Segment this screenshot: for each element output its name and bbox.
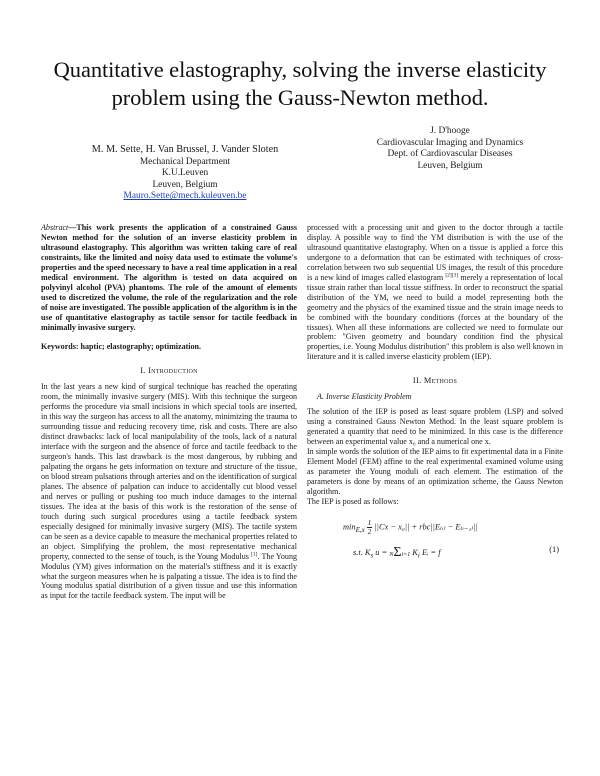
subsection-heading-iep: A. Inverse Elasticity Problem — [317, 392, 412, 402]
section-heading-methods: II. Methods — [412, 376, 458, 386]
intro-cont-part2: merely a representation of local tissue strain rather than local tissue stiffness. In order to reconstruct the spatial distribution of the YM, we need to build a model representing both the geometry and the physics of the examined tissue and the strain image needs to be combined with the boundary conditions (forces at the boundary of the tissues). When all these informations are collected we need to formulate our problem: "Given geometry and boundary condition find the physical properties, i.e. Young Modulus distribution" this problem is also well known in literature and it is called inverse elasticity problem (IEP). — [307, 272, 564, 362]
author-email-link[interactable]: Mauro.Sette@mech.kuleuven.be — [123, 191, 247, 202]
eq-objective-body: ||Cx − x₀|| + rbc||E₍ᵢ₎ − E₍ᵢ₋₁₎|| — [374, 522, 478, 532]
author-name: J. D'hooge — [430, 126, 470, 136]
equation-constraint: s.t. $K_s$ u = NΣi=1 $K_i$ Eᵢ = f — [353, 544, 441, 560]
abstract — [41, 223, 297, 332]
eq-st: s.t. K — [353, 547, 371, 557]
eq-min-sub: E,x — [355, 525, 365, 534]
methods-paragraph-2: In simple words the solution of the IEP aims to fit experimental data in a Finite Element Model (FEM) affine to the real experimental examined volume using as parameter the Young moduli of each element. The estimation of the parameters is done by means of an optimization scheme, the Gauss Newton algorithm. — [307, 447, 563, 496]
eq-k: K — [412, 547, 418, 557]
eq-sum: NΣi=1 — [389, 544, 411, 560]
author-city: Leuven, Belgium — [417, 160, 483, 171]
eq-fraction: $\frac{1}{2}$ — [367, 518, 372, 536]
citation-2-3: [2][3] — [445, 272, 459, 279]
author-city: Leuven, Belgium — [152, 179, 218, 190]
author-names: M. M. Sette, H. Van Brussel, J. Vander Sloten — [91, 144, 279, 155]
eq-constraint-end: Eᵢ = f — [421, 547, 441, 557]
section-heading-introduction: I. Introduction — [140, 366, 198, 376]
citation-1: [1] — [251, 550, 258, 557]
methods-paragraph-3: The IEP is posed as follows: — [307, 496, 399, 506]
intro-cont-part1: processed with a processing unit and given to the doctor through a tactile display. A possible way to find the YM distribution is with the use of the ultrasound quantitative elastography. When on a tissue is applied a force this undergone to a deformation that can be estimated with techniques of cross-correlation between two sub sequential US images, the result of this procedure is a new kind of images called elastogram — [307, 223, 563, 282]
equation-objective — [343, 519, 478, 536]
author-block-left — [50, 144, 320, 203]
author-dept: Dept. of Cardiovascular Diseases — [387, 149, 513, 160]
methods-paragraph-1: The solution of the IEP is posed as least square problem (LSP) and solved using a constrained Gauss Newton Method. In the least square problem is generated a quantity that need to be minimized. In this case is the difference between an experimental value x₀ and a numerical one x. — [307, 407, 563, 447]
eq-u: u = — [375, 547, 390, 557]
equation-number: (1) — [549, 544, 559, 554]
author-block-right — [340, 126, 560, 172]
intro-continuation — [307, 223, 563, 362]
equation-1 — [307, 513, 563, 587]
intro-text-part2: . The Young Modulus (YM) gives information on the material's stiffness and it is exactly what the surgeon measures when he is palpating a tissue. The idea is to find the Young modulus spatial distribution of a given tissue and use this information as input for the tactile feedback system. The input will be — [41, 551, 297, 601]
keywords: Keywords: haptic; elastography; optimization. — [41, 342, 202, 352]
right-column — [307, 223, 563, 587]
intro-text-part1: In the last years a new kind of surgical technique has reached the operating room, the minimally invasive surgery (MIS). With this technique the surgeon performs the procedure via small incisions in which special tools are inserted, in this way the surgeon has access to all the anatomy, minimizing the trauma to surrounding tissue and reducing recovery time, risk and costs. There are also distinct drawbacks: lack of local manipulability of the tools, lack of a natural interface with the surgeon and the absence of force and tactile feedback to the surgeon's hands. This last drawback is the most dangerous, by rubbing and palpating the organs he gets information on texture and structure of the tissue, on blood stream pulsations through arteries and on the identification of surgical planes. The absence of palpation can induce to accidentally cut blood vessel and nerves or pulling or pushing too much induce damages to the internal tissues. The idea at the basis of this work is the restoration of the sense of touch during such surgical procedures using a tactile feedback system especially designed for minimally invasive surgery (MIS). The tactile system can be seen as a device capable to measure the mechanical properties related to an object. Simplifying the problem, the most representative mechanical property, connected to the sense of touch, is the Young Modulus — [41, 382, 297, 561]
eq-min: min — [343, 522, 356, 532]
author-department: Mechanical Department — [139, 156, 231, 167]
paper-title: Quantitative elastography, solving the inverse elasticity problem using the Gauss-Newton method. — [53, 57, 547, 110]
intro-paragraph — [41, 382, 297, 601]
abstract-body: —This work presents the application of a constrained Gauss Newton method for the solution of an inverse elasticity problem in ultrasound elastography. This algorithm was written taking care of real constraints, like the limited and noisy data used to estimate the volume's properties and the speed necessary to have a real time application in a real medical environment. The algorithm is tested on data acquired on polyvinyl alcohol (PVA) phantoms. The role of the amount of elements used to discretized the volume, the role of the regularization and the role of noise are investigated. The possible application of the algorithm is in the use of quantitative elastography as tactile sensor for tactile feedback in minimally invasive surgery. — [41, 223, 297, 332]
author-university: K.U.Leuven — [161, 168, 209, 179]
left-column — [41, 223, 297, 601]
abstract-lead: Abstract — [41, 223, 69, 232]
author-lab: Cardiovascular Imaging and Dynamics — [376, 137, 524, 148]
